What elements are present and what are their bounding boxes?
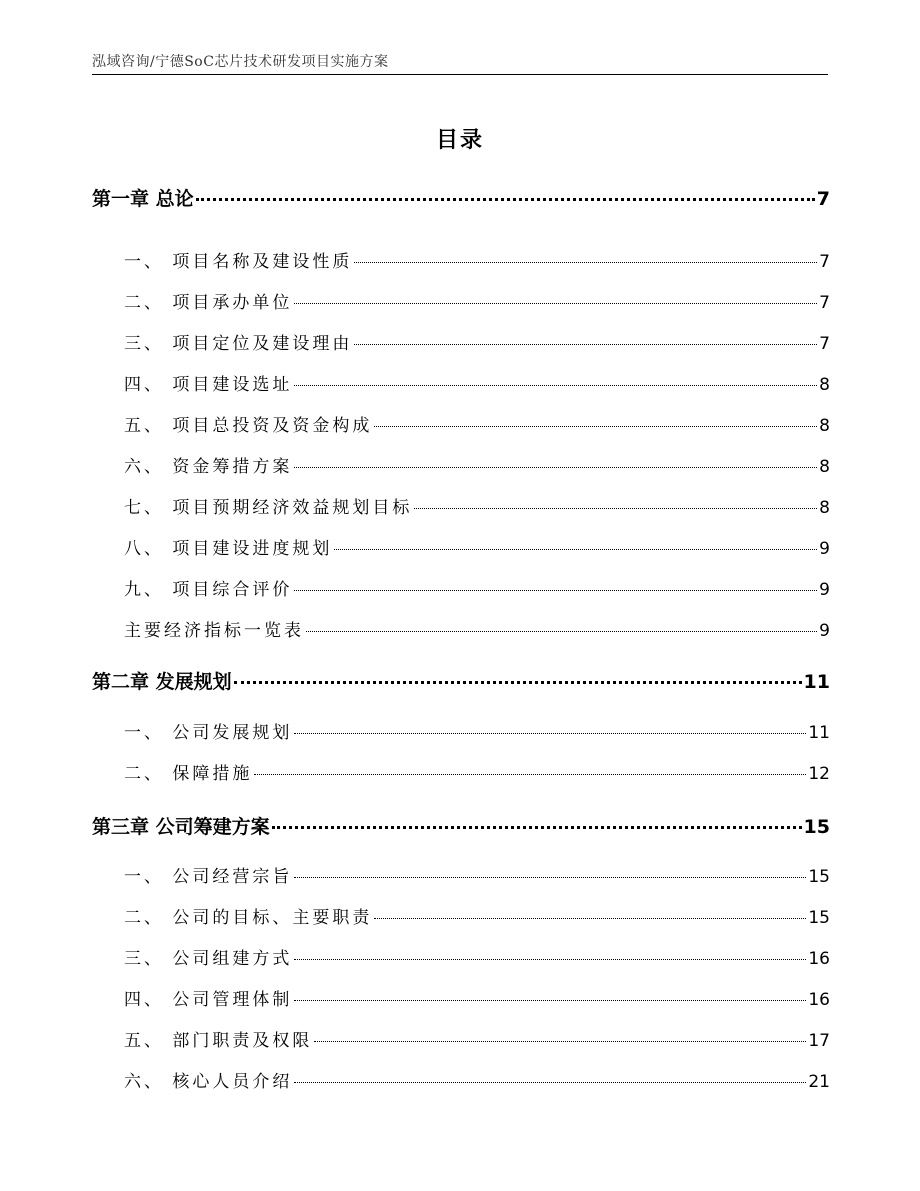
dot-leader: [294, 1082, 806, 1083]
toc-entry-label: 三、 项目定位及建设理由: [124, 334, 353, 354]
toc-page-number: 7: [819, 334, 830, 354]
toc-section-entry[interactable]: [92, 288, 830, 313]
toc-section-entry[interactable]: [92, 1026, 830, 1051]
toc-section-entry[interactable]: [92, 534, 830, 559]
toc-entry-label: 第二章 发展规划: [92, 671, 232, 693]
toc-entry-label: 四、 公司管理体制: [124, 990, 293, 1010]
toc-entry-label: 一、 公司发展规划: [124, 723, 293, 743]
toc-entry-label: 六、 核心人员介绍: [124, 1072, 293, 1092]
dot-leader: [294, 303, 817, 304]
toc-page-number: 16: [808, 949, 830, 969]
dot-leader: [272, 826, 802, 829]
toc-section-entry[interactable]: [92, 616, 830, 641]
toc-entry-label: 二、 公司的目标、主要职责: [124, 908, 373, 928]
toc-entry-label: 第一章 总论: [92, 188, 194, 210]
toc-page-number: 9: [819, 621, 830, 641]
dot-leader: [374, 426, 817, 427]
dot-leader: [414, 508, 817, 509]
toc-section-entry[interactable]: [92, 329, 830, 354]
toc-section-entry[interactable]: [92, 493, 830, 518]
toc-page-number: 15: [808, 908, 830, 928]
toc-section-entry[interactable]: [92, 718, 830, 743]
toc-page-number: 12: [808, 764, 830, 784]
toc-entry-label: 四、 项目建设选址: [124, 375, 293, 395]
dot-leader: [294, 959, 806, 960]
dot-leader: [306, 631, 817, 632]
toc-entry-label: 一、 项目名称及建设性质: [124, 252, 353, 272]
toc-page-number: 7: [819, 252, 830, 272]
toc-section-entry[interactable]: [92, 247, 830, 272]
toc-section-entry[interactable]: [92, 370, 830, 395]
toc-section-entry[interactable]: [92, 944, 830, 969]
toc-page-number: 8: [819, 498, 830, 518]
toc-section-entry[interactable]: [92, 452, 830, 477]
toc-page-number: 9: [819, 580, 830, 600]
toc-page-number: 9: [819, 539, 830, 559]
dot-leader: [334, 549, 817, 550]
document-header: 泓域咨询/宁德SoC芯片技术研发项目实施方案: [92, 54, 389, 70]
toc-section-entry[interactable]: [92, 411, 830, 436]
toc-entry-label: 三、 公司组建方式: [124, 949, 293, 969]
dot-leader: [234, 681, 802, 684]
toc-page-number: 11: [808, 723, 830, 743]
toc-entry-label: 二、 保障措施: [124, 764, 253, 784]
toc-entry-label: 第三章 公司筹建方案: [92, 816, 270, 838]
toc-page-number: 8: [819, 416, 830, 436]
dot-leader: [294, 1000, 806, 1001]
toc-page-number: 15: [808, 867, 830, 887]
toc-entry-label: 九、 项目综合评价: [124, 580, 293, 600]
toc-title: 目录: [435, 128, 484, 153]
dot-leader: [254, 774, 806, 775]
dot-leader: [374, 918, 806, 919]
dot-leader: [294, 877, 806, 878]
toc-entry-label: 一、 公司经营宗旨: [124, 867, 293, 887]
toc-page-number: 11: [803, 671, 830, 693]
header-divider: [92, 74, 828, 75]
toc-chapter-entry[interactable]: [92, 812, 830, 839]
toc-section-entry[interactable]: [92, 1067, 830, 1092]
toc-section-entry[interactable]: [92, 862, 830, 887]
toc-chapter-entry[interactable]: [92, 667, 830, 694]
toc-page-number: 7: [819, 293, 830, 313]
toc-page-number: 21: [808, 1072, 830, 1092]
toc-entry-label: 五、 部门职责及权限: [124, 1031, 313, 1051]
toc-page-number: 7: [816, 188, 830, 210]
dot-leader: [294, 467, 817, 468]
dot-leader: [354, 344, 817, 345]
toc-entry-label: 六、 资金筹措方案: [124, 457, 293, 477]
toc-section-entry[interactable]: [92, 759, 830, 784]
dot-leader: [294, 590, 817, 591]
toc-entry-label: 五、 项目总投资及资金构成: [124, 416, 373, 436]
toc-page-number: 16: [808, 990, 830, 1010]
toc-chapter-entry[interactable]: [92, 184, 830, 211]
toc-section-entry[interactable]: [92, 575, 830, 600]
dot-leader: [354, 262, 817, 263]
toc-entry-label: 八、 项目建设进度规划: [124, 539, 333, 559]
toc-page-number: 8: [819, 457, 830, 477]
toc-entry-label: 二、 项目承办单位: [124, 293, 293, 313]
dot-leader: [314, 1041, 806, 1042]
toc-page-number: 8: [819, 375, 830, 395]
dot-leader: [294, 733, 806, 734]
toc-section-entry[interactable]: [92, 985, 830, 1010]
dot-leader: [294, 385, 817, 386]
toc-entry-label: 七、 项目预期经济效益规划目标: [124, 498, 413, 518]
toc-page-number: 15: [803, 816, 830, 838]
dot-leader: [196, 198, 815, 201]
toc-section-entry[interactable]: [92, 903, 830, 928]
toc-entry-label: 主要经济指标一览表: [124, 621, 304, 641]
toc-page-number: 17: [808, 1031, 830, 1051]
